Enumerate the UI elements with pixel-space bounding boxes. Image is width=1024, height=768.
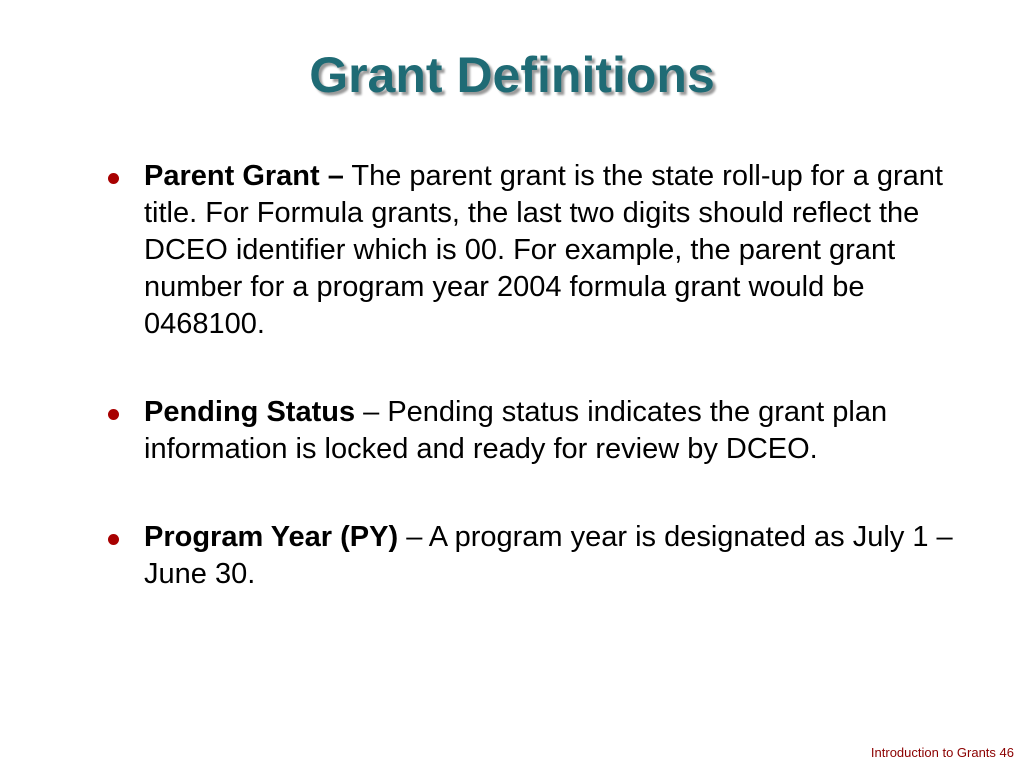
definition-text: – Pending status indicates the grant plan information is locked and ready for review by DCEO. bbox=[144, 396, 888, 465]
bullet-icon bbox=[108, 534, 119, 545]
list-item-pending-status bbox=[108, 394, 988, 468]
definition-text: The parent grant is the state roll-up for a grant title. For Formula grants, the last two digits should reflect the DCEO identifier which is 00. For example, the parent grant number for a program year 2004 formula grant would be 0468100. bbox=[144, 160, 943, 340]
definition-term: Parent Grant – bbox=[144, 160, 344, 192]
bullet-icon bbox=[108, 173, 119, 184]
bullet-icon bbox=[108, 409, 119, 420]
slide-title: Grant Definitions bbox=[309, 47, 715, 103]
definition-list bbox=[108, 158, 988, 644]
slide-footer: Introduction to Grants 46 bbox=[870, 745, 1014, 760]
list-item-program-year bbox=[108, 519, 988, 593]
list-item-parent-grant bbox=[108, 158, 988, 343]
definition-term: Pending Status bbox=[144, 396, 356, 428]
definition-text: – A program year is designated as July 1 – June 30. bbox=[144, 521, 953, 590]
definition-term: Program Year (PY) bbox=[144, 521, 399, 553]
